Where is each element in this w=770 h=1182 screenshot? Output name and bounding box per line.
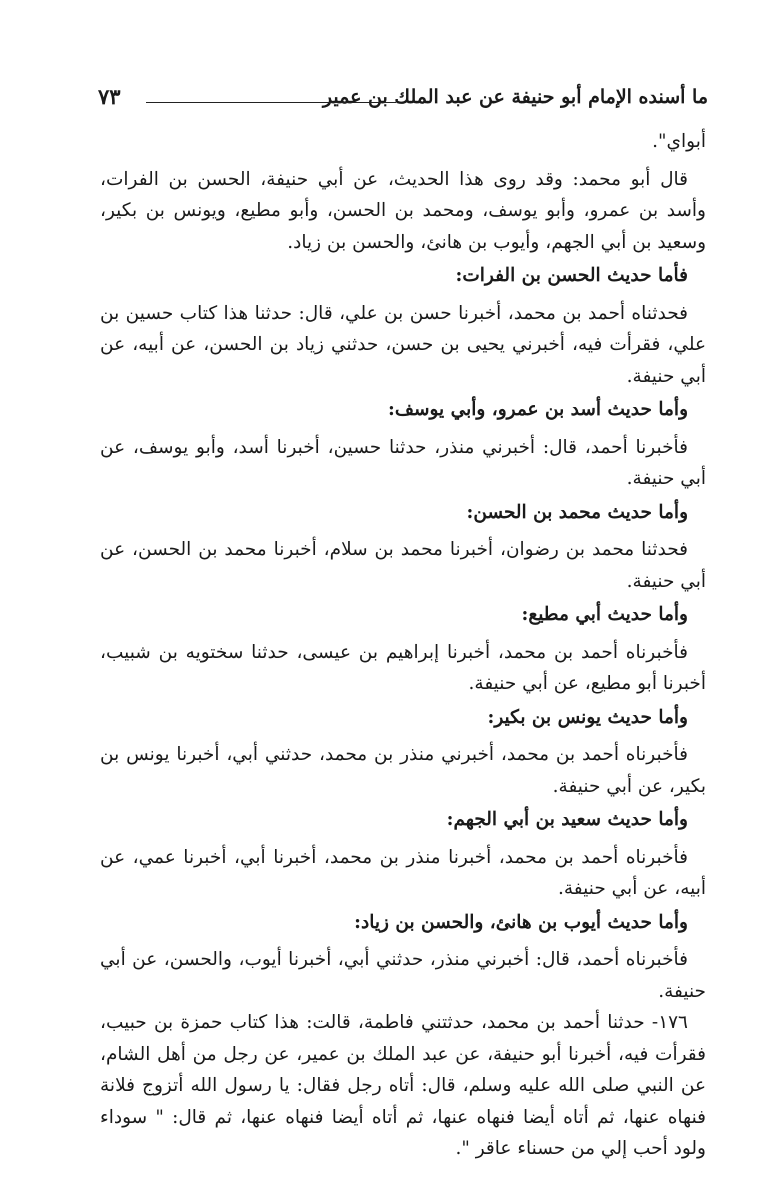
section-heading: وأما حديث سعيد بن أبي الجهم:	[446, 809, 688, 830]
paragraph: فحدثناه أحمد بن محمد، أخبرنا حسن بن علي، قال: حدثنا هذا كتاب حسين بن علي، فقرأت فيه، أخبرني يحيى بن حسن، حدثني زياد بن الحسن، عن أبيه، عن أبي حنيفة.	[100, 302, 706, 387]
section-heading: وأما حديث محمد بن الحسن:	[466, 501, 688, 523]
section-heading: فأما حديث الحسن بن الفرات:	[455, 265, 688, 286]
paragraph: فأخبرناه أحمد بن محمد، أخبرني منذر بن محمد، حدثني أبي، أخبرنا يونس بن بكير، عن أبي حنيفة.	[100, 744, 706, 797]
section-heading: وأما حديث أيوب بن هانئ، والحسن بن زياد:	[354, 911, 688, 933]
paragraph: قال أبو محمد: وقد روى هذا الحديث، عن أبي حنيفة، الحسن بن الفرات، وأسد بن عمرو، وأبو يوسف، ومحمد بن الحسن، وأبو مطيع، ويونس بن بكير، وسعيد بن أبي الجهم، وأيوب بن هانئ، والحسن بن زياد.	[100, 168, 706, 253]
section-heading: وأما حديث أسد بن عمرو، وأبي يوسف:	[388, 399, 688, 420]
section-heading: وأما حديث يونس بن بكير:	[487, 706, 688, 728]
section-heading: وأما حديث أبي مطيع:	[521, 604, 688, 625]
paragraph: فحدثنا محمد بن رضوان، أخبرنا محمد بن سلام، أخبرنا محمد بن الحسن، عن أبي حنيفة.	[100, 539, 706, 592]
paragraph: فأخبرناه أحمد بن محمد، أخبرنا منذر بن محمد، أخبرنا أبي، أخبرنا عمي، عن أبيه، عن أبي حنيفة.	[100, 846, 706, 899]
running-header	[98, 86, 708, 126]
page-number: ٧٣	[98, 84, 121, 109]
header-rule	[146, 102, 396, 103]
paragraph: فأخبرناه أحمد، قال: أخبرني منذر، حدثني أبي، أخبرنا أيوب، والحسن، عن أبي حنيفة.	[100, 949, 706, 1002]
running-title: ما أسنده الإمام أبو حنيفة عن عبد الملك بن عمير	[322, 86, 708, 108]
hadith-paragraph: ١٧٦- حدثنا أحمد بن محمد، حدثتني فاطمة، قالت: هذا كتاب حمزة بن حبيب، فقرأت فيه، أخبرنا أبو حنيفة، عن عبد الملك بن عمير، عن رجل من أهل الشام، عن النبي صلى الله عليه وسلم، قال: أتاه رجل فقال: يا رسول الله أتزوج فلانة فنهاه عنها، ثم أتاه أيضا فنهاه عنها، ثم أتاه أيضا فنهاه عنها، ثم قال: " سوداء ولود أحب إلي من حسناء عاقر ".	[100, 1012, 706, 1159]
page-body	[100, 126, 706, 1165]
paragraph: فأخبرناه أحمد بن محمد، أخبرنا إبراهيم بن عيسى، حدثنا سختويه بن شبيب، أخبرنا أبو مطيع، عن أبي حنيفة.	[100, 641, 706, 694]
paragraph: فأخبرنا أحمد، قال: أخبرني منذر، حدثنا حسين، أخبرنا أسد، وأبو يوسف، عن أبي حنيفة.	[100, 436, 706, 489]
paragraph: أبواي".	[652, 131, 706, 152]
